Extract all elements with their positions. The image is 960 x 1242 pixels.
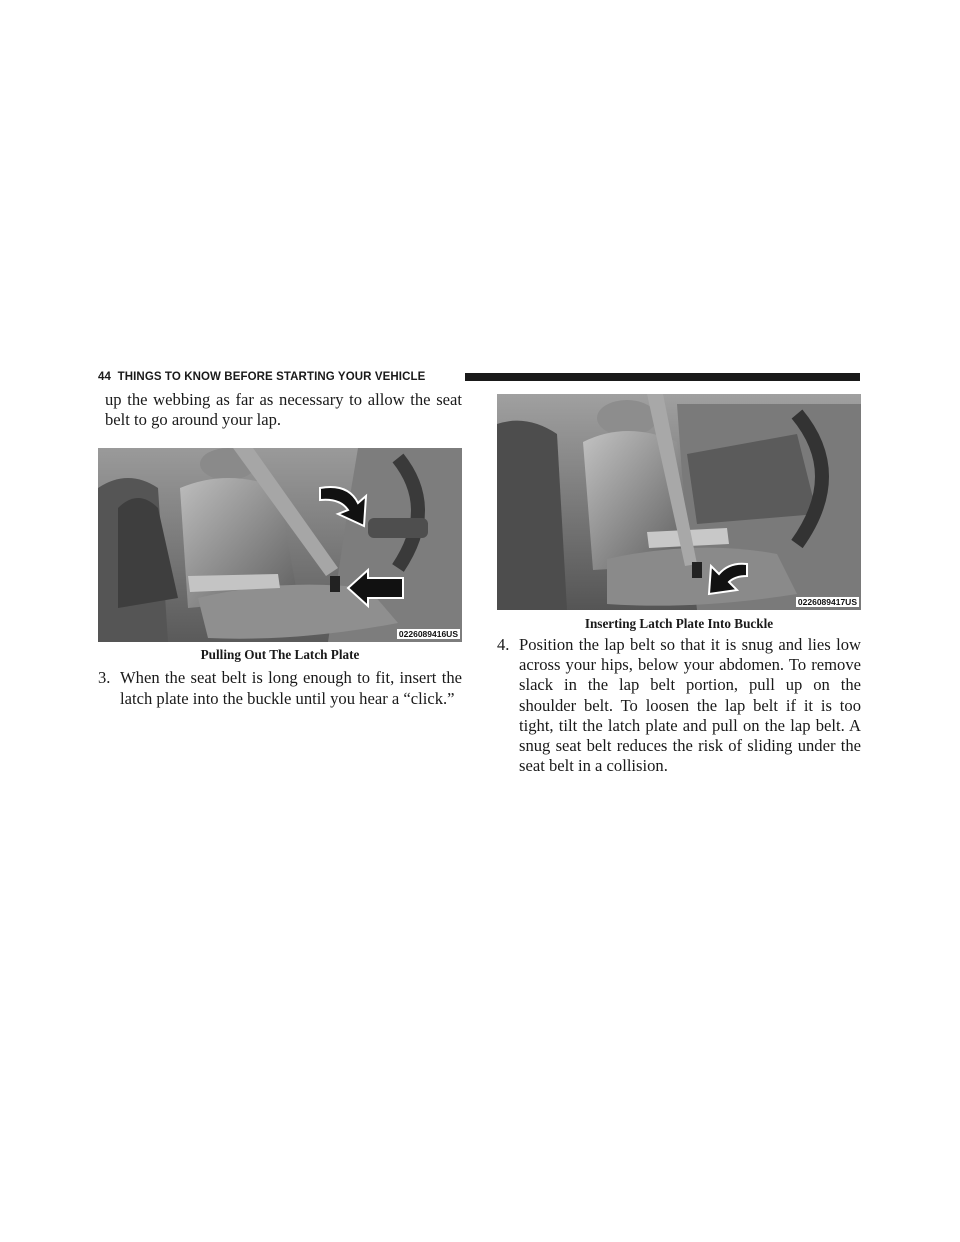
step-number: 3.	[98, 668, 111, 688]
figure-pulling-latch	[98, 448, 462, 642]
figure-caption: Pulling Out The Latch Plate	[200, 647, 360, 663]
step-text: Position the lap belt so that it is snug and lies low across your hips, below your abdomen. To remove slack in the lap belt portion, pull up on the shoulder belt. To loosen the lap belt if it is too tight, tilt the latch plate and pull on the lap belt. A snug seat belt reduces the risk of sliding under the seat belt in a collision.	[519, 635, 861, 776]
step-number: 4.	[497, 635, 510, 654]
page-number: 44	[98, 371, 111, 383]
header-rule	[465, 373, 860, 381]
seat-illustration-1	[98, 448, 462, 642]
step-text: When the seat belt is long enough to fit, insert the latch plate into the buckle until you hear a “click.”	[120, 668, 462, 708]
seat-illustration-2	[497, 394, 861, 610]
header-title-line	[98, 370, 425, 384]
right-column	[497, 390, 861, 776]
step-3	[98, 668, 462, 708]
left-column	[98, 390, 462, 709]
page-header	[98, 370, 860, 384]
figure-code: 0226089416US	[398, 629, 458, 640]
figure-code: 0226089417US	[797, 597, 857, 607]
step-4	[497, 635, 861, 776]
figure-inserting-latch	[497, 394, 861, 610]
figure-caption: Inserting Latch Plate Into Buckle	[584, 616, 774, 631]
section-title: THINGS TO KNOW BEFORE STARTING YOUR VEHICLE	[117, 371, 426, 383]
intro-paragraph: up the webbing as far as necessary to allow the seat belt to go around your lap.	[105, 390, 462, 430]
